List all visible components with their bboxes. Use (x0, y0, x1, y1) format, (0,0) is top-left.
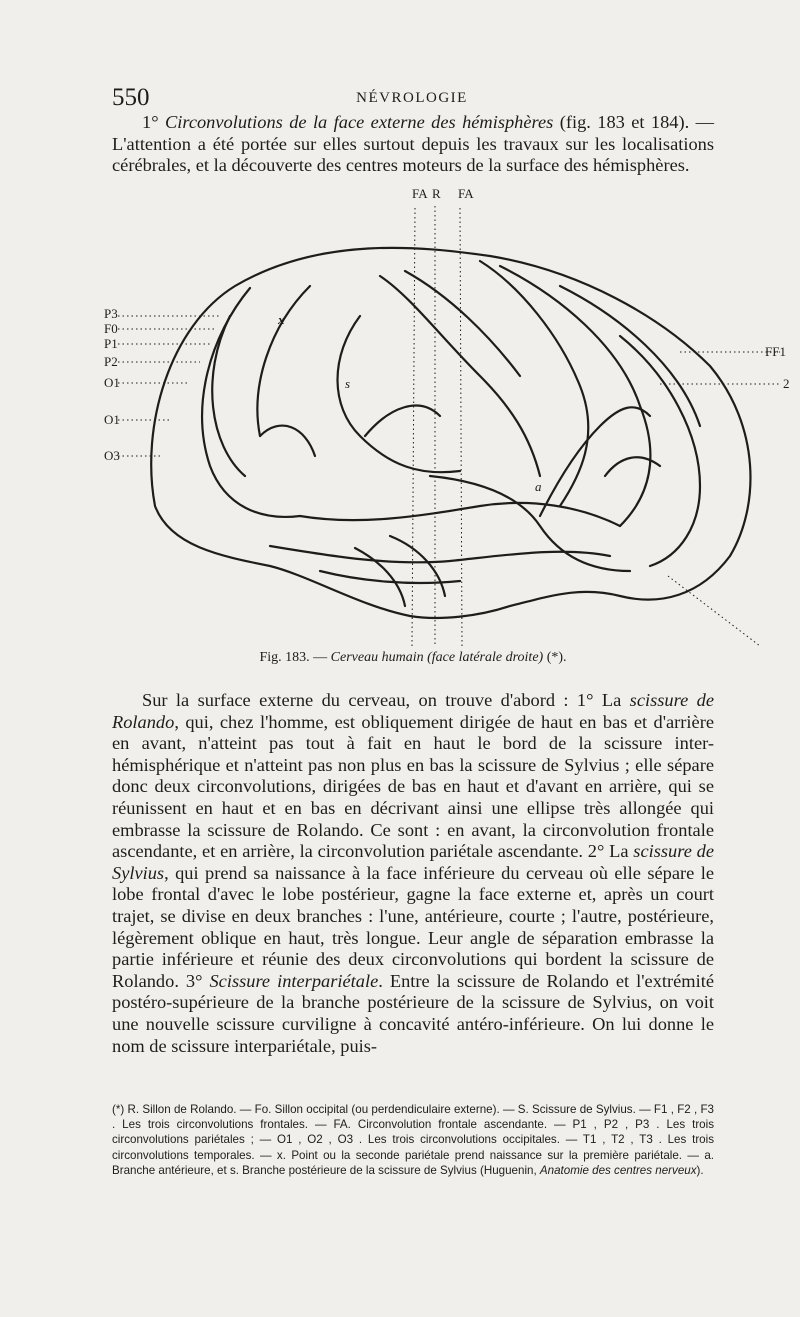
caption-suffix: (*). (543, 650, 567, 665)
footnote-end: ). (696, 1163, 704, 1177)
label-x: x (278, 312, 285, 327)
footnote-text: (*) R. Sillon de Rolando. — Fo. Sillon occipital (ou perdendiculaire externe). — S. Scissure de Sylvius. — F1 , F2 , F3 . Les trois circonvolutions frontales. — FA. Circonvolution frontale ascendante. — P1 , P2 , P3 . Les trois circonvolutions pariétales ; — O1 , O2 , O3 . Les trois circonvolutions occipitales. — T1 , T2 , T3 . Les trois circonvolutions temporales. — x. Point ou la seconde pariétale prend naissance sur la première pariétale. — a. Branche antérieure, et s. Branche postérieure de la scissure de Sylvius (Huguenin, (112, 1103, 714, 1177)
label-r: R (432, 186, 441, 201)
label-p2: P2 (104, 354, 118, 369)
term-rolando: scissure de Rolando (112, 690, 714, 732)
intro-paragraph (112, 112, 714, 177)
page-number: 550 (112, 84, 150, 111)
intro-text: (fig. 183 et 184). — L'attention a été portée sur elles surtout depuis les travaux sur les localisations cérébrales, et la découverte des centres moteurs de la surface des hémisphères. (112, 112, 714, 176)
caption-title: Cerveau humain (face latérale droite) (330, 650, 544, 665)
label-ff1: FF1 (765, 344, 786, 359)
label-p3: P3 (104, 306, 118, 321)
brain-figure (60, 176, 800, 686)
page-header (112, 84, 712, 114)
body-text-3: , qui prend sa naissance à la face inférieure du cerveau où elle sépare le lobe frontal d'avec le lobe postérieur, gagne la face externe et, après un court trajet, se divise en deux branches : l'une, antérieure, courte ; l'autre, postérieure, légèrement oblique en haut, très longue. Leur angle de séparation embrasse la partie inférieure et réunie des deux circonvolutions qui bordent la scissure de Rolando. 3° (112, 862, 714, 991)
label-fa-2: FA (458, 186, 474, 201)
label-2: 2 (783, 376, 790, 391)
body-text-1: Sur la surface externe du cerveau, on trouve d'abord : 1° La (142, 690, 630, 710)
caption-prefix: Fig. 183. — (259, 650, 331, 665)
label-fa-1: FA (412, 186, 428, 201)
section-number: 1° (142, 112, 159, 132)
term-interparietale: Scissure interpariétale (209, 970, 379, 991)
figure-caption (112, 650, 714, 666)
body-text-4: . Entre la scissure de Rolando et l'extrémité postéro-supérieure de la branche postérieure de la scissure de Sylvius, on voit une nouvelle scissure curviligne à concavité antéro-inférieure. On lui donne le nom de scissure interpariétale, puis- (112, 970, 714, 1056)
body-text-2: , qui, chez l'homme, est obliquement dirigée de haut en bas et d'arrière en avant, n'atteint pas tout à fait en haut le bord de la scissure inter-hémisphérique et n'atteint pas non plus en bas la scissure de Sylvius ; elle sépare donc deux circonvolutions, dirigées de bas en haut et d'avant en arrière, qui se réunissent en haut et en bas en décrivant ainsi une ellipse très allongée qui embrasse la scissure de Rolando. Ce sont : en avant, la circonvolution frontale ascendante, et en arrière, la circonvolution pariétale ascendante. 2° La (112, 711, 714, 862)
term-sylvius: scissure de Sylvius (112, 841, 714, 883)
footnote (112, 1102, 714, 1178)
label-a: a (535, 479, 542, 494)
brain-drawing (60, 176, 800, 656)
section-title: Circonvolutions de la face externe des hémisphères (164, 112, 554, 132)
label-f0: F0 (104, 321, 118, 336)
footnote-source: Anatomie des centres nerveux (539, 1163, 697, 1177)
label-o3: O3 (104, 448, 120, 463)
running-title: NÉVROLOGIE (356, 90, 468, 106)
label-s: s (345, 376, 351, 391)
label-p1: P1 (104, 336, 118, 351)
body-paragraph (112, 690, 714, 1057)
label-o1-b: O1 (104, 412, 120, 427)
label-o1-a: O1 (104, 375, 120, 390)
